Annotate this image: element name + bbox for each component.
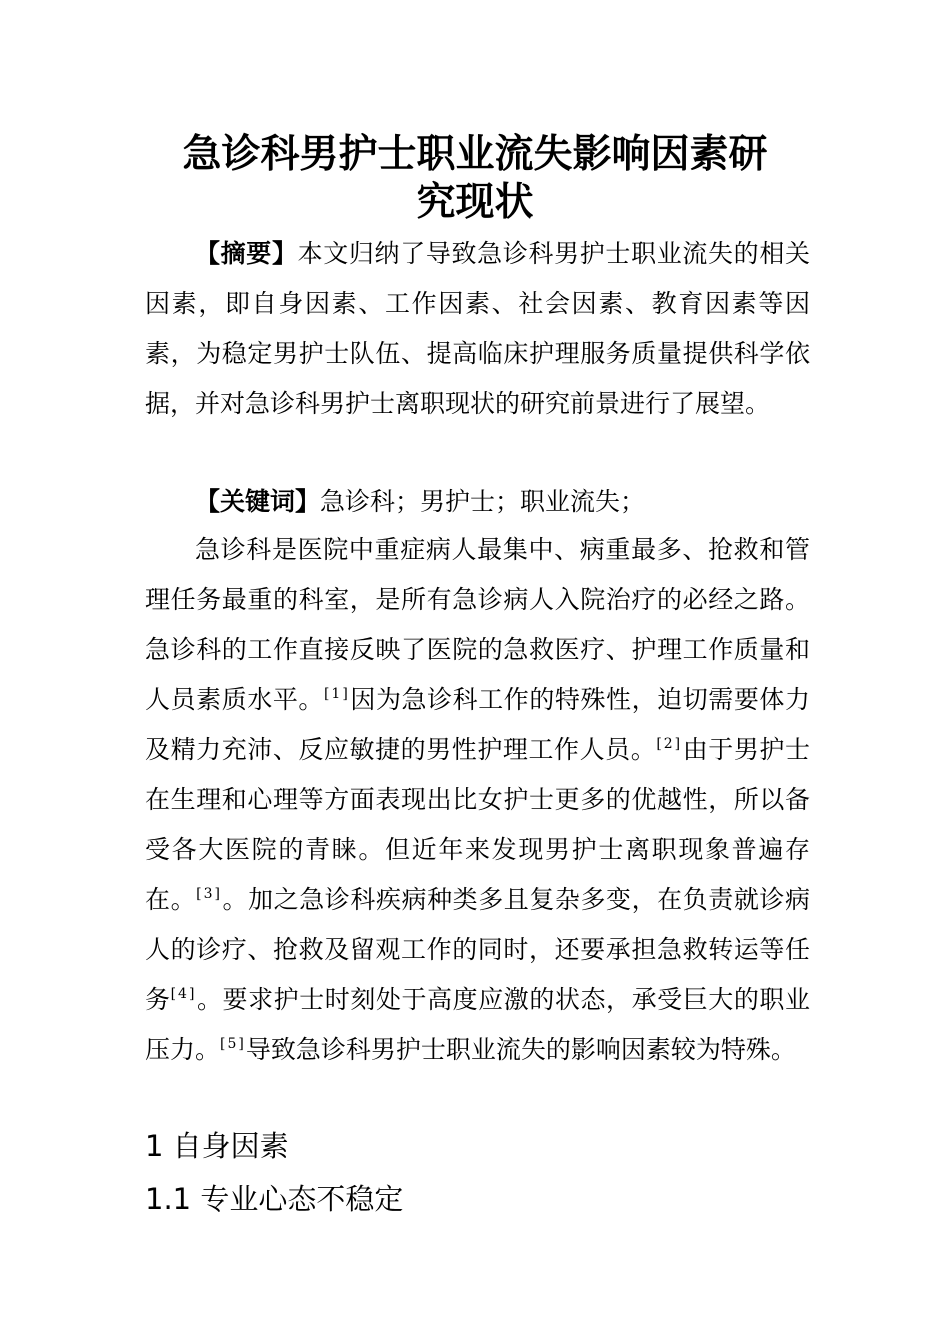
abstract-text: 本文归纳了导致急诊科男护士职业流失的相关因素，即自身因素、工作因素、社会因素、教育因素等因素，为稳定男护士队伍、提高临床护理服务质量提供科学依据，并对急诊科男护士离职现状的研究前景进行了展望。 bbox=[145, 239, 810, 418]
keywords-text: 急诊科；男护士；职业流失； bbox=[320, 487, 646, 516]
document-title-line-1: 急诊科男护士职业流失影响因素研 bbox=[182, 132, 768, 177]
abstract-label: 【摘要】 bbox=[195, 239, 298, 268]
intro-text-4: 。加之急诊科疾病种类多且复杂多变，在负责就诊病人的诊疗、抢救及留观工作的同时，还要承担急救转运等任务 bbox=[145, 885, 810, 1014]
keywords-label: 【关键词】 bbox=[195, 487, 321, 516]
citation-ref-5: [5] bbox=[220, 1036, 246, 1052]
citation-ref-2: [2] bbox=[656, 736, 683, 752]
citation-ref-1: [1] bbox=[323, 686, 350, 702]
intro-text-6: 导致急诊科男护士职业流失的影响因素较为特殊。 bbox=[245, 1035, 796, 1064]
citation-ref-3: [3] bbox=[196, 886, 222, 902]
section-heading-1-1: 1.1 专业心态不稳定 bbox=[145, 1182, 404, 1216]
keywords-paragraph bbox=[145, 477, 810, 527]
intro-text-3: 由于男护士在生理和心理等方面表现出比女护士更多的优越性，所以备受各大医院的青睐。但近年来发现男护士离职现象普遍存在。 bbox=[145, 735, 810, 914]
intro-paragraph bbox=[145, 525, 810, 1075]
citation-ref-4: [4] bbox=[170, 986, 197, 1002]
intro-text-5: 。要求护士时刻处于高度应激的状态，承受巨大的职业压力。 bbox=[145, 985, 810, 1064]
intro-text-1: 急诊科是医院中重症病人最集中、病重最多、抢救和管理任务最重的科室，是所有急诊病人入院治疗的必经之路。急诊科的工作直接反映了医院的急救医疗、护理工作质量和人员素质水平。 bbox=[145, 535, 810, 714]
intro-text-2: 因为急诊科工作的特殊性，迫切需要体力及精力充沛、反应敏捷的男性护理工作人员。 bbox=[145, 685, 810, 764]
section-heading-1: 1 自身因素 bbox=[145, 1129, 289, 1163]
document-title-line-2: 究现状 bbox=[416, 180, 534, 225]
abstract-paragraph bbox=[145, 229, 810, 429]
